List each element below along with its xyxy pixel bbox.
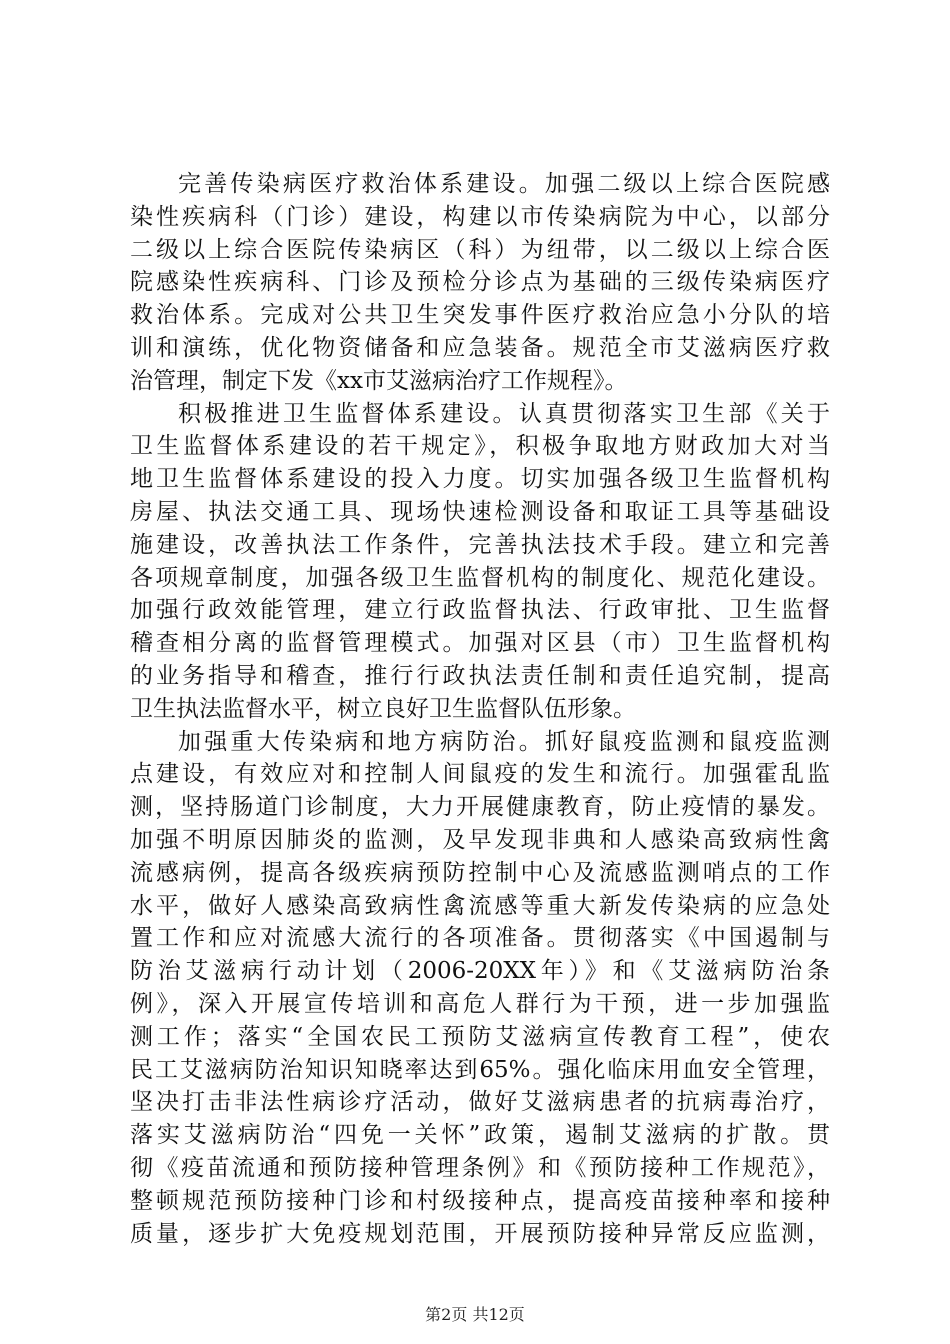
text-line: 测，坚持肠道门诊制度，大力开展健康教育，防止疫情的暴发。 (130, 794, 830, 821)
text-line: 卫生监督体系建设的若干规定》，积极争取地方财政加大对当 (130, 433, 830, 460)
text-line: 各项规章制度，加强各级卫生监督机构的制度化、规范化建设。 (130, 564, 830, 591)
text-line: 卫生执法监督水平，树立良好卫生监督队伍形象。 (130, 695, 636, 722)
paragraph-health-supervision (130, 398, 830, 726)
text-line: 治管理，制定下发《xx市艾滋病治疗工作规程》。 (130, 367, 628, 394)
text-line: 质量，逐步扩大免疫规划范围，开展预防接种异常反应监测， (130, 1220, 830, 1247)
text-line: 完善传染病医疗救治体系建设。加强二级以上综合医院感 (178, 171, 830, 197)
text-line: 彻《疫苗流通和预防接种管理条例》和《预防接种工作规范》， (130, 1154, 830, 1181)
text-line: 积极推进卫生监督体系建设。认真贯彻落实卫生部《关于 (178, 400, 830, 427)
text-line: 房屋、执法交通工具、现场快速检测设备和取证工具等基础设 (130, 498, 830, 525)
text-line: 流感病例，提高各级疾病预防控制中心及流感监测哨点的工作 (130, 859, 830, 886)
text-line: 测工作；落实“全国农民工预防艾滋病宣传教育工程”，使农 (130, 1023, 830, 1050)
text-line: 院感染性疾病科、门诊及预检分诊点为基础的三级传染病医疗 (130, 269, 830, 296)
text-line: 点建设，有效应对和控制人间鼠疫的发生和流行。加强霍乱监 (130, 761, 830, 788)
text-line: 稽查相分离的监督管理模式。加强对区县（市）卫生监督机构 (130, 630, 830, 657)
text-line: 地卫生监督体系建设的投入力度。切实加强各级卫生监督机构 (130, 466, 830, 493)
text-line: 救治体系。完成对公共卫生突发事件医疗救治应急小分队的培 (130, 302, 830, 329)
body-text (130, 168, 830, 1250)
text-line: 加强重大传染病和地方病防治。抓好鼠疫监测和鼠疫监测 (178, 728, 830, 755)
text-line: 整顿规范预防接种门诊和村级接种点，提高疫苗接种率和接种 (130, 1187, 830, 1214)
page-number-footer: 第2页 共12页 (425, 1305, 525, 1324)
text-line: 染性疾病科（门诊）建设，构建以市传染病院为中心，以部分 (130, 203, 830, 230)
text-line: 加强行政效能管理，建立行政监督执法、行政审批、卫生监督 (130, 597, 830, 624)
text-line: 加强不明原因肺炎的监测，及早发现非典和人感染高致病性禽 (130, 826, 830, 853)
text-line: 的业务指导和稽查，推行行政执法责任制和责任追究制，提高 (130, 662, 830, 689)
text-line: 施建设，改善执法工作条件，完善执法技术手段。建立和完善 (130, 531, 830, 558)
paragraph-disease-prevention (130, 726, 830, 1251)
text-line: 例》，深入开展宣传培训和高危人群行为干预，进一步加强监 (130, 990, 830, 1017)
text-line: 落实艾滋病防治“四免一关怀”政策，遏制艾滋病的扩散。贯 (130, 1122, 830, 1149)
paragraph-medical-treatment (130, 168, 830, 398)
text-line: 置工作和应对流感大流行的各项准备。贯彻落实《中国遏制与 (130, 925, 830, 952)
text-line: 训和演练，优化物资储备和应急装备。规范全市艾滋病医疗救 (130, 334, 830, 361)
text-line: 防治艾滋病行动计划（2006-20XX年）》和《艾滋病防治条 (130, 958, 830, 985)
text-line: 民工艾滋病防治知识知晓率达到65%。强化临床用血安全管理， (130, 1056, 830, 1083)
text-line: 水平，做好人感染高致病性禽流感等重大新发传染病的应急处 (130, 892, 830, 919)
text-line: 坚决打击非法性病诊疗活动，做好艾滋病患者的抗病毒治疗， (130, 1089, 830, 1116)
text-line: 二级以上综合医院传染病区（科）为纽带，以二级以上综合医 (130, 236, 830, 263)
